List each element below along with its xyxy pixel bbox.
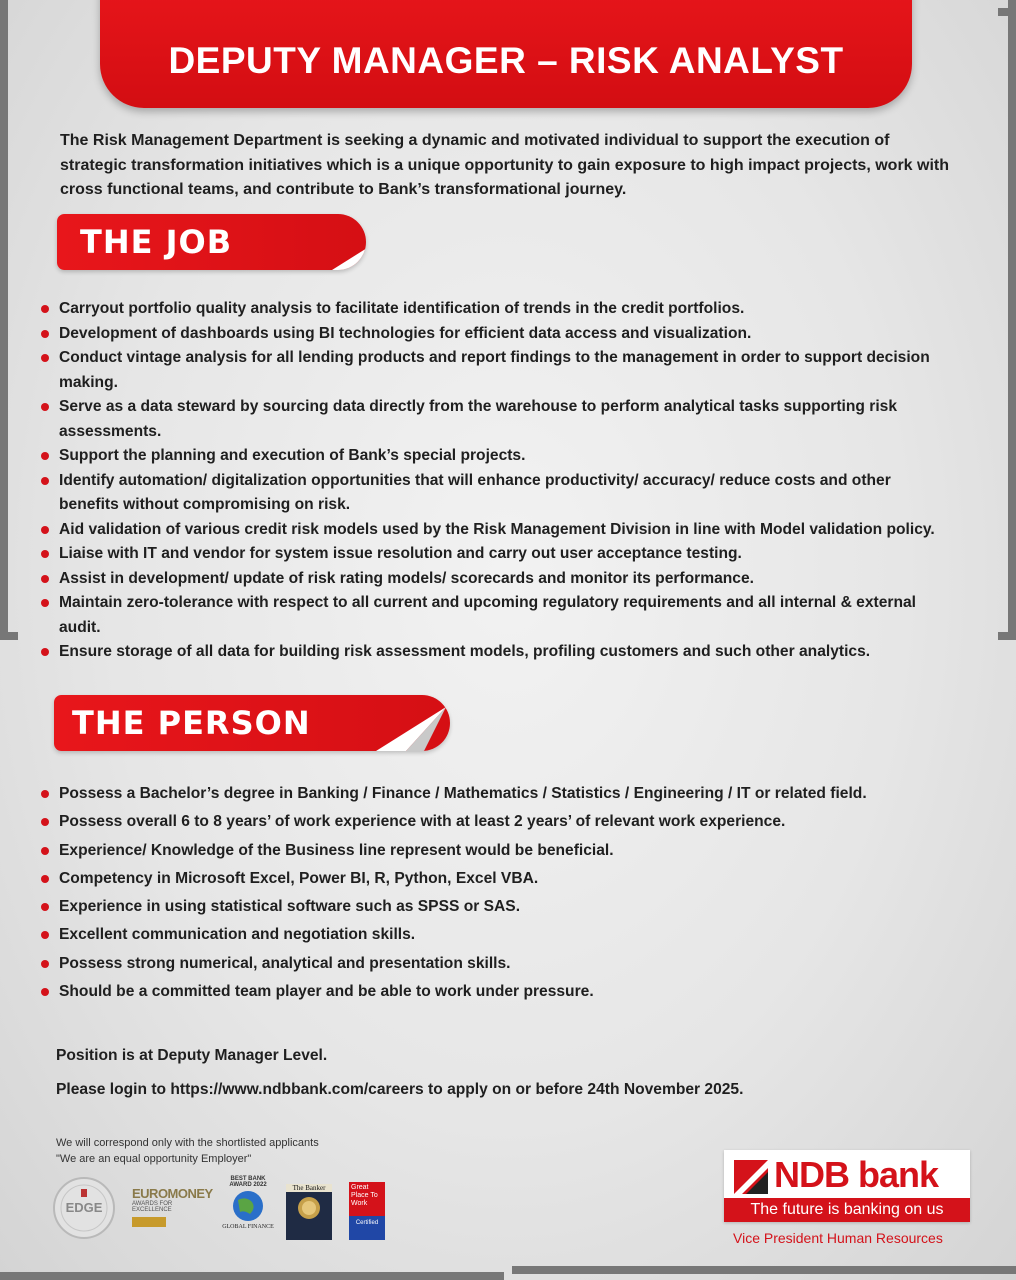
ndb-tagline: The future is banking on us	[724, 1198, 970, 1222]
ndb-brand-name: NDB bank	[774, 1154, 939, 1195]
title-banner	[100, 0, 912, 108]
list-item: Support the planning and execution of Bank’s special projects.	[40, 444, 940, 469]
corner-bar-top-right	[1008, 0, 1016, 640]
list-item: Possess strong numerical, analytical and presentation skills.	[40, 950, 940, 978]
list-item: Assist in development/ update of risk rating models/ scorecards and monitor its performance.	[40, 567, 940, 592]
bullet-icon	[41, 599, 49, 607]
list-item: Conduct vintage analysis for all lending products and report findings to the management in order to support decision making.	[40, 346, 940, 395]
best-bank-award-logo	[220, 1176, 276, 1240]
the-banker-label: The Banker	[286, 1184, 332, 1192]
apply-note: Please login to https://www.ndbbank.com/careers to apply on or before 24th November 2025.	[56, 1081, 744, 1098]
euromoney-label: EUROMONEY	[132, 1186, 213, 1201]
page-title: DEPUTY MANAGER – RISK ANALYST	[168, 40, 844, 81]
list-item: Serve as a data steward by sourcing data directly from the warehouse to perform analytical tasks supporting risk assessments.	[40, 395, 940, 444]
signatory: Vice President Human Resources	[733, 1230, 943, 1246]
the-banker-award-logo	[286, 1184, 332, 1240]
list-item: Aid validation of various credit risk models used by the Risk Management Division in line with Model validation policy.	[40, 518, 940, 543]
bullet-icon	[41, 575, 49, 583]
list-item: Ensure storage of all data for building risk assessment models, profiling customers and such other analytics.	[40, 640, 940, 665]
gptw-certified: Certified	[355, 1220, 379, 1226]
list-item: Should be a committed team player and be able to work under pressure.	[40, 978, 940, 1006]
bullet-icon	[41, 903, 49, 911]
global-finance-label: GLOBAL FINANCE	[222, 1224, 274, 1230]
bullet-icon	[41, 648, 49, 656]
corner-bar-top-left	[0, 0, 8, 640]
list-item: Identify automation/ digitalization opportunities that will enhance productivity/ accuracy/ reduce costs and other benefits without compromising on risk.	[40, 469, 940, 518]
list-item: Possess overall 6 to 8 years’ of work experience with at least 2 years’ of relevant work experience.	[40, 808, 940, 836]
shortlist-note: We will correspond only with the shortlisted applicants	[56, 1137, 319, 1149]
bullet-icon	[41, 790, 49, 798]
euromoney-award-logo	[132, 1186, 212, 1234]
intro-paragraph: The Risk Management Department is seeking a dynamic and motivated individual to support the execution of strategic transformation initiatives which is a unique opportunity to gain exposure to high impact projects, work with cross functional teams, and contribute to Bank’s transformational journey.	[60, 132, 949, 198]
ndb-flag-icon	[734, 1160, 774, 1194]
bullet-icon	[41, 477, 49, 485]
bullet-icon	[41, 403, 49, 411]
job-list	[40, 297, 940, 665]
equal-opportunity-note: "We are an equal opportunity Employer"	[56, 1153, 252, 1165]
bullet-icon	[41, 305, 49, 313]
job-section-tag	[57, 214, 366, 270]
bullet-icon	[41, 818, 49, 826]
person-heading: THE PERSON	[72, 704, 311, 742]
award-medal-icon	[286, 1192, 332, 1228]
list-item: Experience/ Knowledge of the Business line represent would be beneficial.	[40, 837, 940, 865]
corner-bar-bottom	[0, 1272, 504, 1280]
great-place-to-work-logo	[349, 1182, 385, 1240]
bullet-icon	[41, 931, 49, 939]
list-item: Experience in using statistical software such as SPSS or SAS.	[40, 893, 940, 921]
list-item: Liaise with IT and vendor for system issue resolution and carry out user acceptance testing.	[40, 542, 940, 567]
corner-bar-bottom-right	[512, 1266, 1016, 1274]
bullet-icon	[41, 354, 49, 362]
bullet-icon	[41, 526, 49, 534]
corner-bar-right-mid	[998, 632, 1016, 640]
globe-icon	[220, 1188, 276, 1224]
euromoney-sub: AWARDS FOR EXCELLENCE	[132, 1201, 173, 1213]
corner-bar-top-right-h	[998, 8, 1016, 16]
gptw-label: Great Place To Work	[351, 1184, 378, 1207]
ndb-bank-logo	[724, 1150, 970, 1222]
list-item: Carryout portfolio quality analysis to facilitate identification of trends in the credit portfolios.	[40, 297, 940, 322]
list-item: Possess a Bachelor’s degree in Banking / Finance / Mathematics / Statistics / Engineering / IT or related field.	[40, 780, 940, 808]
bullet-icon	[41, 875, 49, 883]
swoosh-icon	[292, 214, 366, 270]
person-list	[40, 780, 940, 1006]
bullet-icon	[41, 988, 49, 996]
bullet-icon	[41, 330, 49, 338]
bullet-icon	[41, 847, 49, 855]
edge-label: EDGE	[65, 1200, 103, 1215]
awards-row	[52, 1176, 392, 1240]
bullet-icon	[41, 550, 49, 558]
edge-award-logo	[52, 1176, 116, 1240]
bullet-icon	[41, 960, 49, 968]
list-item: Maintain zero-tolerance with respect to all current and upcoming regulatory requirements and all internal & external audit.	[40, 591, 940, 640]
list-item: Development of dashboards using BI technologies for efficient data access and visualization.	[40, 322, 940, 347]
list-item: Competency in Microsoft Excel, Power BI, R, Python, Excel VBA.	[40, 865, 940, 893]
gptw-top	[349, 1182, 385, 1216]
bullet-icon	[41, 452, 49, 460]
job-heading: THE JOB	[80, 223, 233, 261]
swoosh-icon	[336, 695, 450, 751]
corner-bar-left-mid	[0, 632, 18, 640]
euromoney-badge	[132, 1217, 166, 1227]
list-item: Excellent communication and negotiation skills.	[40, 921, 940, 949]
position-note: Position is at Deputy Manager Level.	[56, 1047, 328, 1064]
best-bank-label: BEST BANK AWARD 2022	[229, 1176, 267, 1188]
person-section-tag	[54, 695, 450, 751]
